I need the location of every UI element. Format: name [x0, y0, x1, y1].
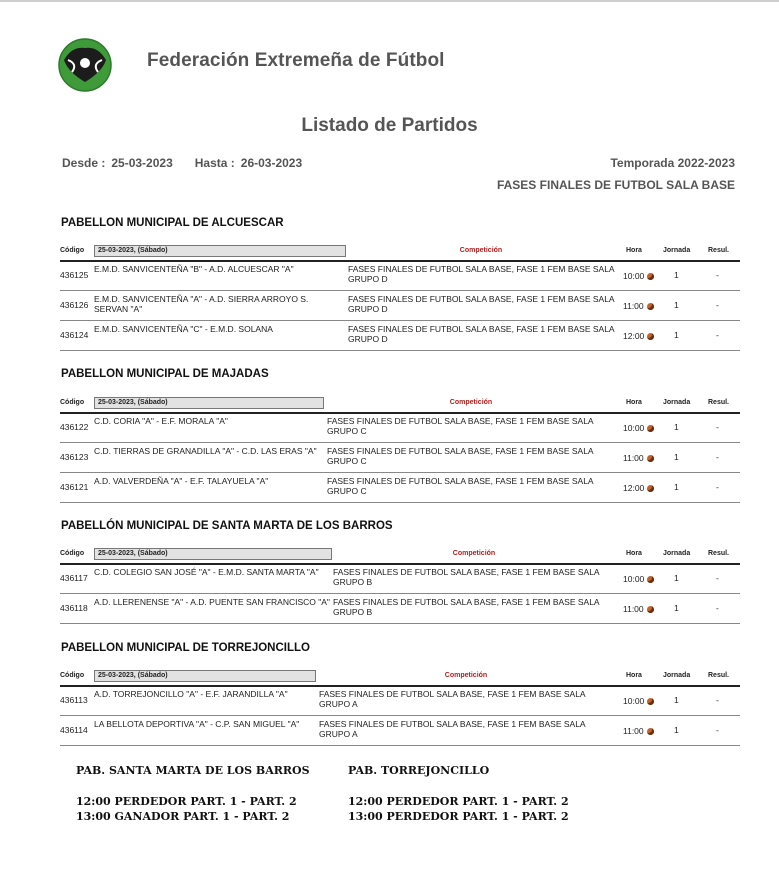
desde-label: Desde : — [62, 156, 106, 170]
table-row — [60, 563, 740, 594]
match-date: 25-03-2023, (Sábado) — [94, 397, 324, 409]
col-codigo: Código — [60, 247, 85, 254]
col-competicion: Competición — [449, 399, 493, 406]
match-result: - — [716, 725, 719, 735]
note-left-title: PAB. SANTA MARTA DE LOS BARROS — [76, 764, 310, 777]
time-value: 11:00 — [623, 301, 644, 311]
ball-icon — [647, 485, 654, 492]
venue-title: PABELLON MUNICIPAL DE TORREJONCILLO — [61, 642, 310, 654]
federation-logo — [58, 38, 112, 92]
match-teams: C.D. CORIA "A" - E.F. MORALA "A" — [94, 416, 228, 426]
match-code: 436124 — [60, 330, 89, 340]
time-value: 11:00 — [623, 726, 644, 736]
match-teams: E.M.D. SANVICENTEÑA "B" - A.D. ALCUESCAR "A" — [94, 264, 294, 274]
match-jornada: 1 — [674, 270, 679, 280]
time-value: 10:00 — [623, 574, 645, 584]
note-right-title: PAB. TORREJONCILLO — [348, 764, 490, 777]
ball-icon — [647, 455, 654, 462]
table-row — [60, 715, 740, 746]
match-time — [623, 301, 654, 311]
match-competition: FASES FINALES DE FUTBOL SALA BASE, FASE 1 FEM BASE SALA GRUPO D — [348, 264, 615, 284]
col-resul: Resul. — [708, 247, 730, 254]
ball-icon — [647, 606, 654, 613]
match-result: - — [716, 603, 719, 613]
ball-icon — [647, 273, 654, 280]
match-code: 436123 — [60, 452, 89, 462]
match-jornada: 1 — [674, 422, 679, 432]
col-resul: Resul. — [708, 399, 730, 406]
note-right-line2: 13:00 PERDEDOR PART. 1 - PART. 2 — [348, 810, 569, 823]
venue-title: PABELLON MUNICIPAL DE MAJADAS — [61, 368, 269, 380]
match-jornada: 1 — [674, 603, 679, 613]
col-jornada: Jornada — [663, 550, 691, 557]
col-codigo: Código — [60, 672, 85, 679]
match-teams: E.M.D. SANVICENTEÑA "C" - E.M.D. SOLANA — [94, 324, 273, 334]
match-competition: FASES FINALES DE FUTBOL SALA BASE, FASE 1 FEM BASE SALA GRUPO D — [348, 294, 615, 314]
match-time — [623, 453, 654, 463]
ball-icon — [647, 698, 654, 705]
top-rule — [0, 0, 779, 2]
match-jornada: 1 — [674, 725, 679, 735]
ball-icon — [647, 425, 654, 432]
match-teams: A.D. LLERENENSE "A" - A.D. PUENTE SAN FRANCISCO "A" — [94, 597, 330, 607]
match-time — [623, 604, 654, 614]
match-teams: LA BELLOTA DEPORTIVA "A" - C.P. SAN MIGUEL "A" — [94, 719, 300, 729]
match-result: - — [716, 452, 719, 462]
desde-value: 25-03-2023 — [111, 156, 173, 170]
phase-label: FASES FINALES DE FUTBOL SALA BASE — [496, 178, 735, 192]
match-time — [623, 696, 654, 706]
match-competition: FASES FINALES DE FUTBOL SALA BASE, FASE 1 FEM BASE SALA GRUPO C — [327, 446, 594, 466]
time-value: 10:00 — [623, 696, 645, 706]
match-time — [623, 331, 654, 341]
table-row — [60, 442, 740, 473]
match-code: 436114 — [60, 725, 88, 735]
col-competicion: Competición — [452, 550, 496, 557]
match-result: - — [716, 573, 719, 583]
match-result: - — [716, 330, 719, 340]
table-row — [60, 412, 740, 443]
match-result: - — [716, 270, 719, 280]
venue-title: PABELLON MUNICIPAL DE ALCUESCAR — [61, 217, 284, 229]
match-teams: A.D. TORREJONCILLO "A" - E.F. JARANDILLA "A" — [94, 689, 288, 699]
match-date: 25-03-2023, (Sábado) — [94, 670, 316, 682]
col-jornada: Jornada — [663, 672, 691, 679]
ball-icon — [647, 576, 654, 583]
match-teams: C.D. TIERRAS DE GRANADILLA "A" - C.D. LAS ERAS "A" — [94, 446, 317, 456]
col-codigo: Código — [60, 550, 85, 557]
match-teams: E.M.D. SANVICENTEÑA "A" - A.D. SIERRA ARROYO S. SERVAN "A" — [94, 294, 309, 314]
match-time — [623, 423, 654, 433]
note-right-line1: 12:00 PERDEDOR PART. 1 - PART. 2 — [348, 795, 569, 808]
match-competition: FASES FINALES DE FUTBOL SALA BASE, FASE 1 FEM BASE SALA GRUPO C — [327, 476, 594, 496]
match-jornada: 1 — [674, 482, 679, 492]
match-date: 25-03-2023, (Sábado) — [94, 548, 332, 560]
col-competicion: Competición — [444, 672, 488, 679]
match-competition: FASES FINALES DE FUTBOL SALA BASE, FASE 1 FEM BASE SALA GRUPO C — [327, 416, 594, 436]
match-jornada: 1 — [674, 300, 679, 310]
match-code: 436113 — [60, 695, 88, 705]
match-time — [623, 271, 654, 281]
col-codigo: Código — [60, 399, 85, 406]
table-row — [60, 320, 740, 351]
col-resul: Resul. — [708, 550, 730, 557]
match-result: - — [716, 695, 719, 705]
date-range — [62, 156, 302, 170]
match-code: 436121 — [60, 482, 89, 492]
time-value: 11:00 — [623, 453, 644, 463]
hasta-label: Hasta : — [194, 156, 235, 170]
col-jornada: Jornada — [663, 247, 691, 254]
note-left-line2: 13:00 GANADOR PART. 1 - PART. 2 — [76, 810, 290, 823]
match-teams: C.D. COLEGIO SAN JOSÉ "A" - E.M.D. SANTA MARTA "A" — [94, 567, 319, 577]
col-hora: Hora — [626, 550, 642, 557]
col-hora: Hora — [626, 247, 642, 254]
match-competition: FASES FINALES DE FUTBOL SALA BASE, FASE 1 FEM BASE SALA GRUPO A — [319, 689, 586, 709]
col-jornada: Jornada — [663, 399, 691, 406]
match-time — [623, 574, 654, 584]
match-jornada: 1 — [674, 573, 679, 583]
table-row — [60, 260, 740, 291]
col-resul: Resul. — [708, 672, 730, 679]
col-hora: Hora — [626, 672, 642, 679]
match-code: 436118 — [60, 603, 88, 613]
ball-icon — [647, 303, 654, 310]
table-row — [60, 290, 740, 321]
page-title: Listado de Partidos — [301, 115, 478, 136]
time-value: 12:00 — [623, 331, 645, 341]
time-value: 12:00 — [623, 483, 645, 493]
match-competition: FASES FINALES DE FUTBOL SALA BASE, FASE 1 FEM BASE SALA GRUPO A — [319, 719, 586, 739]
match-jornada: 1 — [674, 695, 679, 705]
col-competicion: Competición — [459, 247, 503, 254]
match-code: 436126 — [60, 300, 89, 310]
time-value: 10:00 — [623, 423, 645, 433]
match-competition: FASES FINALES DE FUTBOL SALA BASE, FASE 1 FEM BASE SALA GRUPO B — [333, 597, 600, 617]
season-label: Temporada 2022-2023 — [610, 156, 735, 170]
match-result: - — [716, 422, 719, 432]
match-jornada: 1 — [674, 330, 679, 340]
venue-title: PABELLÓN MUNICIPAL DE SANTA MARTA DE LOS BARROS — [61, 520, 393, 532]
match-competition: FASES FINALES DE FUTBOL SALA BASE, FASE 1 FEM BASE SALA GRUPO D — [348, 324, 615, 344]
match-code: 436117 — [60, 573, 88, 583]
match-code: 436122 — [60, 422, 89, 432]
match-time — [623, 483, 654, 493]
match-code: 436125 — [60, 270, 89, 280]
time-value: 11:00 — [623, 604, 644, 614]
match-result: - — [716, 482, 719, 492]
ball-icon — [647, 333, 654, 340]
ball-icon — [647, 728, 654, 735]
hasta-value: 26-03-2023 — [240, 156, 303, 170]
match-date: 25-03-2023, (Sábado) — [94, 245, 346, 257]
match-time — [623, 726, 654, 736]
note-left-line1: 12:00 PERDEDOR PART. 1 - PART. 2 — [76, 795, 297, 808]
table-row — [60, 593, 740, 624]
col-hora: Hora — [626, 399, 642, 406]
match-result: - — [716, 300, 719, 310]
match-teams: A.D. VALVERDEÑA "A" - E.F. TALAYUELA "A" — [94, 476, 269, 486]
time-value: 10:00 — [623, 271, 645, 281]
table-row — [60, 685, 740, 716]
match-jornada: 1 — [674, 452, 679, 462]
match-competition: FASES FINALES DE FUTBOL SALA BASE, FASE 1 FEM BASE SALA GRUPO B — [333, 567, 600, 587]
table-row — [60, 472, 740, 503]
organization-name: Federación Extremeña de Fútbol — [147, 50, 445, 71]
